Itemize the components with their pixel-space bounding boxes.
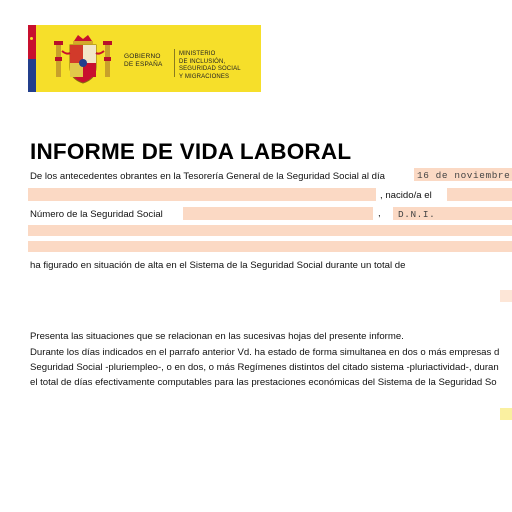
address-line-1-redacted [28, 225, 512, 236]
paragraph-line-4: el total de días efectivamente computables para las prestaciones económicas del Sistema de la Seguridad So [30, 377, 497, 388]
ministry-line-2: DE INCLUSIÓN, SEGURIDAD SOCIAL [179, 58, 241, 72]
gov-line-2: DE ESPAÑA [124, 61, 163, 68]
computable-days-highlight [500, 408, 512, 420]
document-title: INFORME DE VIDA LABORAL [30, 139, 352, 164]
dni-label: D.N.I. [398, 209, 436, 220]
logo-divider [174, 49, 175, 77]
ssn-comma: , [378, 208, 381, 219]
ssn-label: Número de la Seguridad Social [30, 209, 163, 220]
ministry-line-3: Y MIGRACIONES [179, 73, 230, 80]
coat-of-arms-icon [52, 31, 114, 87]
government-name [124, 53, 163, 69]
paragraph-line-3: Seguridad Social -pluriempleo-, o en dos, o más Regímenes distintos del citado sistema -pluriactividad-, duran [30, 362, 499, 373]
government-logo [28, 25, 261, 92]
line-4-text: ha figurado en situación de alta en el Sistema de la Seguridad Social durante un total de [30, 260, 406, 271]
ministry-name [179, 51, 261, 81]
birthdate-field-redacted [447, 188, 512, 201]
ministry-line-1: MINISTERIO [179, 51, 216, 57]
total-days-redacted [500, 290, 512, 302]
name-field-redacted [28, 188, 376, 201]
line-2-text: , nacido/a el [380, 190, 432, 201]
address-line-2-redacted [28, 241, 512, 252]
gov-line-1: GOBIERNO [124, 53, 161, 60]
ssn-field-redacted [183, 207, 373, 220]
report-date: 16 de noviembre [417, 170, 511, 181]
line-1-text: De los antecedentes obrantes en la Tesorería General de la Seguridad Social al día [30, 171, 386, 182]
paragraph-line-1: Presenta las situaciones que se relacionan en las sucesivas hojas del presente informe. [30, 331, 404, 342]
paragraph-line-2: Durante los días indicados en el parrafo anterior Vd. ha estado de forma simultanea en dos o más empresas d [30, 347, 500, 358]
flag-stripe-red [28, 25, 36, 59]
flag-stripe-blue [28, 59, 36, 92]
